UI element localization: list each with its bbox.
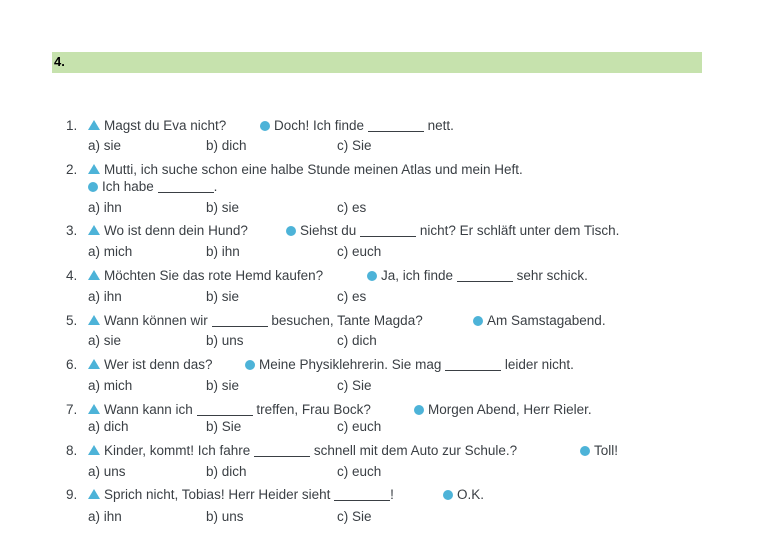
speaker-b-text: Morgen Abend, Herr Rieler. bbox=[414, 401, 592, 418]
speaker-b-text: Ja, ich finde sehr schick. bbox=[367, 267, 588, 284]
question-number: 4. bbox=[66, 268, 78, 283]
dot-icon bbox=[286, 226, 296, 236]
speaker-b-text: Am Samstagabend. bbox=[473, 312, 606, 329]
triangle-icon bbox=[88, 225, 100, 235]
dot-icon bbox=[260, 121, 270, 131]
dot-icon bbox=[245, 360, 255, 370]
answer-blank bbox=[158, 180, 214, 193]
speaker-b-text: Doch! Ich finde nett. bbox=[260, 117, 454, 134]
answer-blank bbox=[445, 358, 501, 371]
speaker-a-text: Wann kann ich treffen, Frau Bock? bbox=[88, 401, 371, 418]
speaker-b-text: Siehst du nicht? Er schläft unter dem Tisch. bbox=[286, 222, 619, 239]
speaker-b-text: Ich habe . bbox=[88, 178, 217, 195]
option-b: b) uns bbox=[206, 333, 244, 348]
speaker-b-text: Toll! bbox=[580, 442, 618, 459]
option-b: b) sie bbox=[206, 289, 240, 304]
triangle-icon bbox=[88, 445, 100, 455]
option-a: a) ihn bbox=[88, 289, 122, 304]
speaker-a-text: Wer ist denn das? bbox=[88, 356, 213, 373]
dot-icon bbox=[367, 271, 377, 281]
question-number: 2. bbox=[66, 162, 78, 177]
option-b: b) dich bbox=[206, 464, 247, 479]
option-c: c) Sie bbox=[337, 509, 372, 524]
question-number: 5. bbox=[66, 313, 78, 328]
speaker-a-text: Möchten Sie das rote Hemd kaufen? bbox=[88, 267, 323, 284]
speaker-a-text: Magst du Eva nicht? bbox=[88, 117, 226, 134]
question-number: 7. bbox=[66, 402, 78, 417]
option-a: a) uns bbox=[88, 464, 126, 479]
question-number: 1. bbox=[66, 118, 78, 133]
answer-blank bbox=[197, 403, 253, 416]
option-a: a) ihn bbox=[88, 509, 122, 524]
question-number: 3. bbox=[66, 223, 78, 238]
option-b: b) Sie bbox=[206, 419, 242, 434]
option-b: b) ihn bbox=[206, 244, 240, 259]
answer-blank bbox=[360, 224, 416, 237]
option-c: c) Sie bbox=[337, 138, 372, 153]
speaker-a-text: Sprich nicht, Tobias! Herr Heider sieht ! bbox=[88, 486, 394, 503]
option-c: c) es bbox=[337, 289, 367, 304]
option-c: c) es bbox=[337, 200, 367, 215]
option-a: a) sie bbox=[88, 138, 122, 153]
option-b: b) sie bbox=[206, 378, 240, 393]
triangle-icon bbox=[88, 315, 100, 325]
option-a: a) ihn bbox=[88, 200, 122, 215]
option-c: c) Sie bbox=[337, 378, 372, 393]
exercise-number: 4. bbox=[54, 54, 65, 69]
speaker-a-text: Kinder, kommt! Ich fahre schnell mit dem Auto zur Schule.? bbox=[88, 442, 517, 459]
triangle-icon bbox=[88, 120, 100, 130]
question-number: 6. bbox=[66, 357, 78, 372]
dot-icon bbox=[414, 405, 424, 415]
speaker-a-text: Mutti, ich suche schon eine halbe Stunde meinen Atlas und mein Heft. bbox=[88, 161, 523, 178]
speaker-b-text: Meine Physiklehrerin. Sie mag leider nicht. bbox=[245, 356, 574, 373]
dot-icon bbox=[443, 490, 453, 500]
exercise-header-bar bbox=[52, 52, 702, 73]
option-b: b) dich bbox=[206, 138, 247, 153]
answer-blank bbox=[368, 119, 424, 132]
dot-icon bbox=[88, 182, 98, 192]
question-number: 8. bbox=[66, 443, 78, 458]
answer-blank bbox=[334, 488, 390, 501]
question-number: 9. bbox=[66, 487, 78, 502]
speaker-a-text: Wo ist denn dein Hund? bbox=[88, 222, 248, 239]
option-c: c) euch bbox=[337, 464, 382, 479]
answer-blank bbox=[457, 269, 513, 282]
speaker-a-text: Wann können wir besuchen, Tante Magda? bbox=[88, 312, 423, 329]
triangle-icon bbox=[88, 270, 100, 280]
option-c: c) euch bbox=[337, 244, 382, 259]
answer-blank bbox=[254, 444, 310, 457]
option-a: a) mich bbox=[88, 378, 133, 393]
option-a: a) sie bbox=[88, 333, 122, 348]
option-a: a) dich bbox=[88, 419, 129, 434]
triangle-icon bbox=[88, 359, 100, 369]
speaker-b-text: O.K. bbox=[443, 486, 484, 503]
option-c: c) dich bbox=[337, 333, 377, 348]
option-a: a) mich bbox=[88, 244, 133, 259]
option-c: c) euch bbox=[337, 419, 382, 434]
triangle-icon bbox=[88, 164, 100, 174]
triangle-icon bbox=[88, 404, 100, 414]
dot-icon bbox=[580, 446, 590, 456]
dot-icon bbox=[473, 316, 483, 326]
option-b: b) sie bbox=[206, 200, 240, 215]
triangle-icon bbox=[88, 489, 100, 499]
option-b: b) uns bbox=[206, 509, 244, 524]
answer-blank bbox=[212, 314, 268, 327]
